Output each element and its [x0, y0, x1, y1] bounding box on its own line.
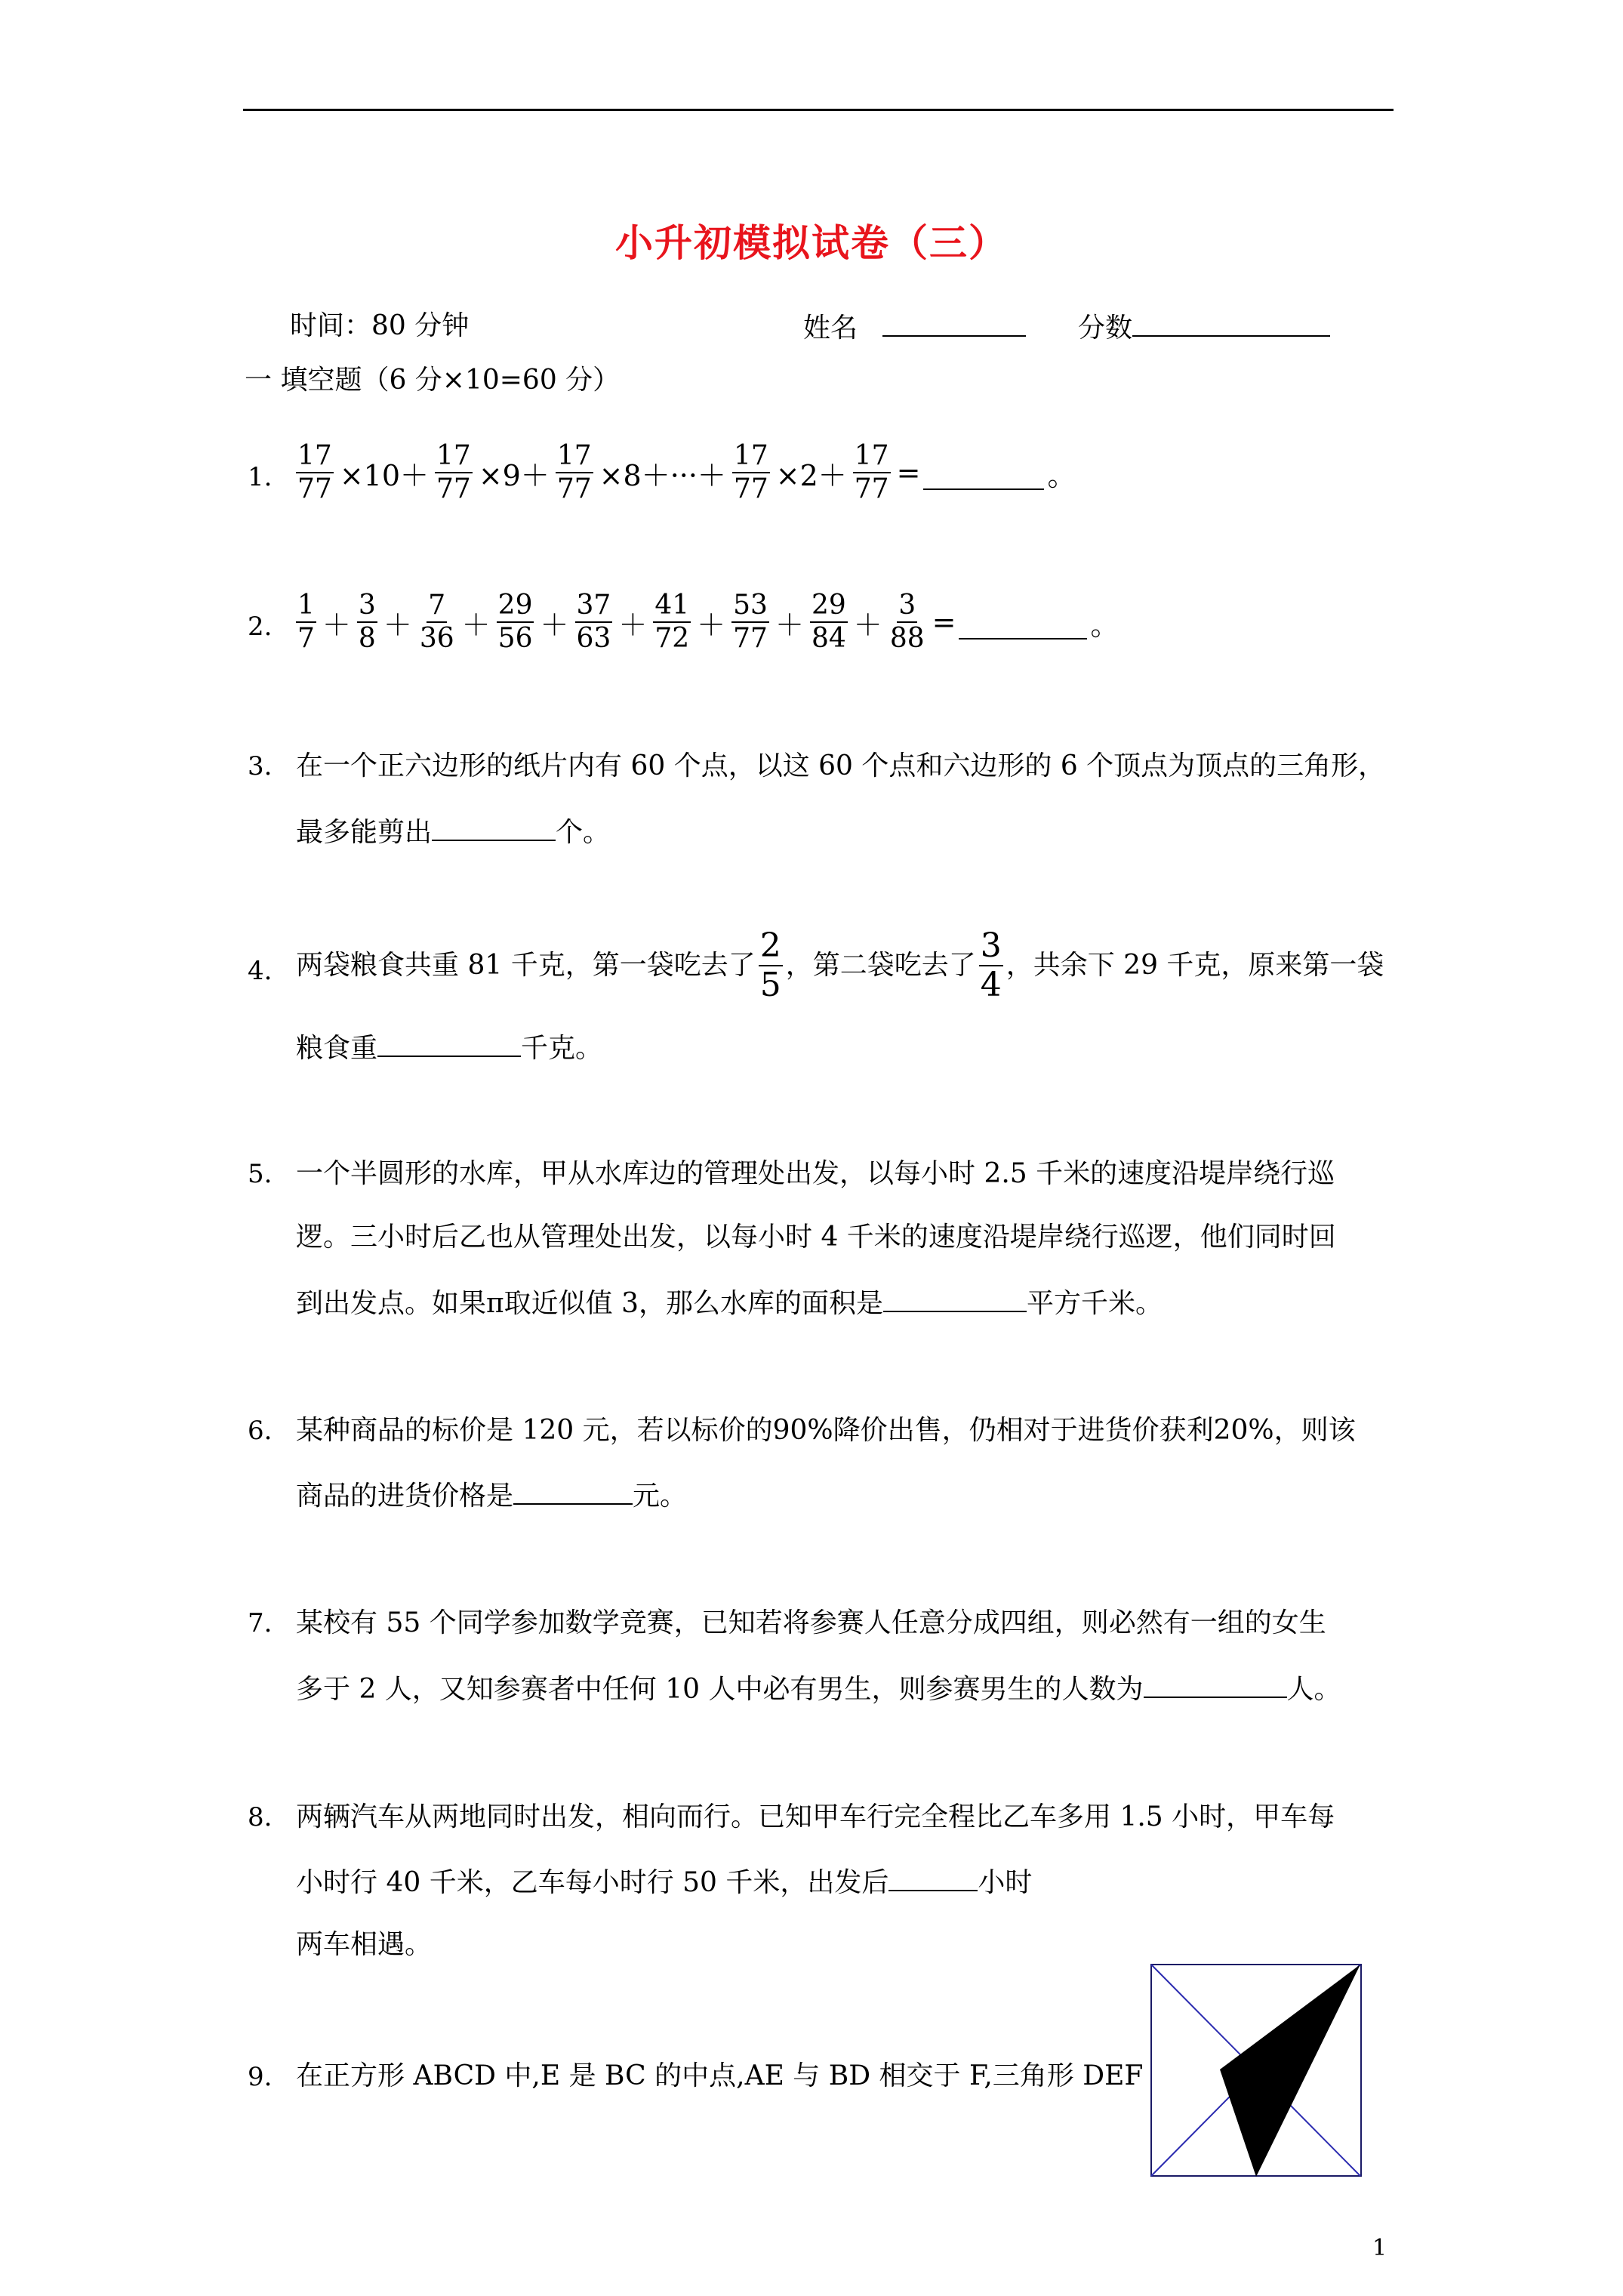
fraction-denominator: 77 — [733, 473, 768, 504]
fraction-denominator: 7 — [297, 623, 315, 654]
question-5-tail: 平方千米。 — [1027, 1288, 1163, 1319]
fraction-term — [888, 590, 926, 655]
operator: ＋ — [461, 608, 491, 642]
question-4-line-1 — [296, 927, 1384, 1004]
fraction-numerator: 3 — [357, 590, 377, 623]
question-6-line-1: 某种商品的标价是 120 元，若以标价的90%降价出售，仍相对于进货价获利20%，则该 — [296, 1415, 1356, 1446]
question-3-line-2 — [296, 814, 610, 849]
operator: = — [932, 606, 956, 639]
fraction-numerator: 17 — [853, 440, 891, 473]
question-5-line-2: 逻。三小时后乙也从管理处出发，以每小时 4 千米的速度沿堤岸绕行巡逻，他们同时回 — [296, 1222, 1336, 1253]
page-number: 1 — [1372, 2235, 1387, 2261]
fraction-numerator: 3 — [897, 590, 917, 623]
question-4-text-1: 两袋粮食共重 81 千克，第一袋吃去了 — [296, 950, 756, 981]
fraction-denominator: 63 — [576, 623, 611, 654]
fraction-numerator: 17 — [435, 440, 473, 473]
operator: ×2＋ — [775, 458, 847, 492]
question-5-line-1: 一个半圆形的水库，甲从水库边的管理处出发，以每小时 2.5 千米的速度沿堤岸绕行巡 — [296, 1158, 1335, 1189]
fraction-term — [296, 440, 334, 505]
score-field[interactable] — [1078, 310, 1330, 345]
fraction-denominator: 84 — [811, 623, 846, 654]
operator: ＋ — [322, 608, 351, 642]
fraction-term — [810, 590, 848, 655]
question-3-number: 3. — [248, 751, 273, 781]
question-8-blank[interactable] — [888, 1864, 978, 1891]
header-rule — [243, 109, 1394, 111]
fraction-numerator: 17 — [556, 440, 593, 473]
period: 。 — [1090, 608, 1119, 642]
question-7-text: 多于 2 人，又知参赛者中任何 10 人中必有男生，则参赛男生的人数为 — [296, 1674, 1144, 1705]
shaded-triangle — [1220, 1965, 1360, 2177]
question-5-text: 到出发点。如果π取近似值 3，那么水库的面积是 — [296, 1288, 884, 1319]
fraction-term — [853, 440, 891, 505]
fraction-term — [732, 440, 770, 505]
operator: = — [896, 456, 921, 489]
operator: ＋ — [618, 608, 648, 642]
question-3-tail: 个。 — [556, 817, 611, 848]
fraction-denominator: 77 — [854, 473, 889, 504]
name-blank[interactable] — [882, 310, 1026, 337]
fraction-term — [418, 590, 456, 655]
fraction-term — [497, 590, 534, 655]
question-3-line-1: 在一个正六边形的纸片内有 60 个点，以这 60 个点和六边形的 6 个顶点为顶点的三角形， — [296, 750, 1386, 781]
fraction-numerator: 29 — [810, 590, 848, 623]
operator: ×9＋ — [478, 458, 550, 492]
fraction-denominator: 77 — [436, 473, 471, 504]
question-7-line-2 — [296, 1671, 1341, 1706]
score-blank[interactable] — [1132, 310, 1330, 337]
question-4-fraction-1 — [759, 927, 783, 1004]
question-9-line-1: 在正方形 ABCD 中,E 是 BC 的中点,AE 与 BD 相交于 F,三角形 DEF — [296, 2060, 1144, 2091]
section-heading: 一 填空题（6 分×10=60 分） — [245, 365, 621, 396]
page-title: 小升初模拟试卷（三） — [615, 220, 1008, 265]
fraction-denominator: 56 — [497, 623, 533, 654]
fraction-numerator: 53 — [731, 590, 769, 623]
fraction-numerator: 1 — [296, 590, 316, 623]
fraction-term — [357, 590, 377, 655]
fraction-numerator: 17 — [296, 440, 334, 473]
fraction-numerator: 7 — [427, 590, 447, 623]
question-4-line-2 — [296, 1030, 602, 1065]
fraction-term — [435, 440, 473, 505]
fraction-denominator: 77 — [733, 623, 768, 654]
fraction-numerator: 37 — [575, 590, 613, 623]
question-5-number: 5. — [248, 1159, 273, 1189]
question-4-tail: 千克。 — [521, 1033, 603, 1064]
name-field[interactable] — [803, 310, 1026, 345]
fraction-numerator: 3 — [980, 926, 1002, 965]
fraction-numerator: 29 — [497, 590, 534, 623]
question-6-tail: 元。 — [633, 1481, 688, 1512]
fraction-denominator: 88 — [889, 623, 925, 654]
question-4-text-2: ，第二袋吃去了 — [785, 950, 976, 981]
question-8-line-3: 两车相遇。 — [296, 1929, 433, 1960]
question-9-number: 9. — [248, 2062, 273, 2092]
question-5-blank[interactable] — [883, 1285, 1027, 1312]
fraction-denominator: 77 — [556, 473, 592, 504]
time-label: 时间：80 分钟 — [290, 310, 470, 341]
operator: ＋ — [775, 608, 804, 642]
q1-answer-blank[interactable] — [923, 466, 1044, 490]
fraction-denominator: 77 — [297, 473, 332, 504]
operator: ＋ — [697, 608, 726, 642]
fraction-numerator: 2 — [759, 926, 781, 965]
fraction-term — [731, 590, 769, 655]
fraction-numerator: 17 — [732, 440, 770, 473]
operator: ＋ — [853, 608, 882, 642]
question-8-tail: 小时 — [978, 1867, 1033, 1898]
question-4-text-3: ，共余下 29 千克，原来第一袋 — [1006, 950, 1384, 981]
fraction-denominator: 72 — [654, 623, 690, 654]
question-5-line-3 — [296, 1285, 1163, 1321]
question-3-text: 最多能剪出 — [296, 817, 433, 848]
fraction-term — [575, 590, 613, 655]
fraction-term — [653, 590, 691, 655]
question-8-number: 8. — [248, 1802, 273, 1832]
fraction-term — [296, 590, 316, 655]
question-1-number: 1. — [248, 462, 273, 492]
question-8-text: 小时行 40 千米，乙车每小时行 50 千米，出发后 — [296, 1867, 889, 1898]
score-label: 分数 — [1078, 313, 1133, 344]
question-2-expression — [293, 590, 1122, 655]
square-diagram — [1150, 1964, 1363, 2178]
q2-answer-blank[interactable] — [959, 615, 1087, 639]
operator: ×10＋ — [339, 458, 430, 492]
question-6-number: 6. — [248, 1416, 273, 1446]
question-7-number: 7. — [248, 1608, 273, 1638]
fraction-denominator: 36 — [419, 623, 454, 654]
question-4-text-4: 粮食重 — [296, 1033, 378, 1064]
question-7-blank[interactable] — [1144, 1671, 1287, 1698]
question-1-expression — [293, 440, 1079, 505]
question-8-line-2 — [296, 1864, 1032, 1900]
question-2-number: 2. — [248, 612, 273, 642]
operator: ×8＋···＋ — [599, 458, 726, 492]
question-6-line-2 — [296, 1478, 687, 1513]
fraction-denominator: 4 — [980, 966, 1002, 1004]
question-7-tail: 人。 — [1286, 1674, 1341, 1705]
question-4-number: 4. — [248, 956, 273, 986]
question-4-fraction-2 — [979, 927, 1003, 1004]
name-label: 姓名 — [803, 313, 858, 344]
fraction-term — [556, 440, 593, 505]
question-6-blank[interactable] — [513, 1478, 633, 1505]
fraction-numerator: 41 — [653, 590, 691, 623]
question-3-blank[interactable] — [432, 814, 556, 841]
fraction-denominator: 8 — [358, 623, 376, 654]
question-6-text: 商品的进货价格是 — [296, 1481, 514, 1512]
question-8-line-1: 两辆汽车从两地同时出发，相向而行。已知甲车行完全程比乙车多用 1.5 小时，甲车每 — [296, 1801, 1335, 1832]
fraction-denominator: 5 — [759, 966, 781, 1004]
question-7-line-1: 某校有 55 个同学参加数学竞赛，已知若将参赛人任意分成四组，则必然有一组的女生 — [296, 1607, 1326, 1638]
period: 。 — [1047, 458, 1076, 492]
operator: ＋ — [383, 608, 412, 642]
question-4-blank[interactable] — [377, 1030, 521, 1057]
operator: ＋ — [540, 608, 569, 642]
